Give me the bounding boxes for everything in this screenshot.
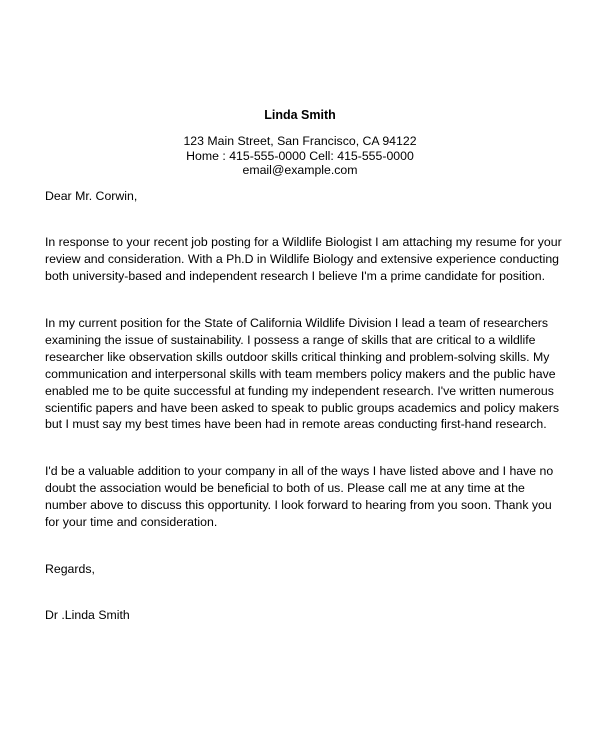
letterhead <box>0 107 600 178</box>
sender-phones: Home : 415-555-0000 Cell: 415-555-0000 <box>186 148 414 163</box>
signature: Dr .Linda Smith <box>45 608 130 622</box>
sender-email: email@example.com <box>242 163 358 177</box>
closing: Regards, <box>45 562 95 576</box>
body-paragraph-1: In response to your recent job posting for a Wildlife Biologist I am attaching my resume for your review and consideration. With a Ph.D in Wildlife Biology and extensive experience conducting both university-based and independent research I believe I'm a prime candidate for position. <box>45 235 562 283</box>
sender-name: Linda Smith <box>264 108 336 122</box>
salutation: Dear Mr. Corwin, <box>45 189 138 203</box>
body-paragraph-3: I'd be a valuable addition to your company in all of the ways I have listed above and I have no doubt the association would be beneficial to both of us. Please call me at any time at the number above to discuss this opportunity. I look forward to hearing from you soon. Thank you for your time and consideration. <box>45 464 554 529</box>
body-paragraph-2: In my current position for the State of California Wildlife Division I lead a team of researchers examining the issue of sustainability. I possess a range of skills that are critical to a wildlife researcher like observation skills outdoor skills critical thinking and problem-solving skills. My communication and interpersonal skills with team members policy makers and the public have enabled me to be quite successful at funding my independent research. I've written numerous scientific papers and have been asked to speak to public groups academics and policy makers but I must say my best times have been had in remote areas conducting first-hand research. <box>45 316 560 432</box>
sender-address: 123 Main Street, San Francisco, CA 94122 <box>183 134 417 148</box>
